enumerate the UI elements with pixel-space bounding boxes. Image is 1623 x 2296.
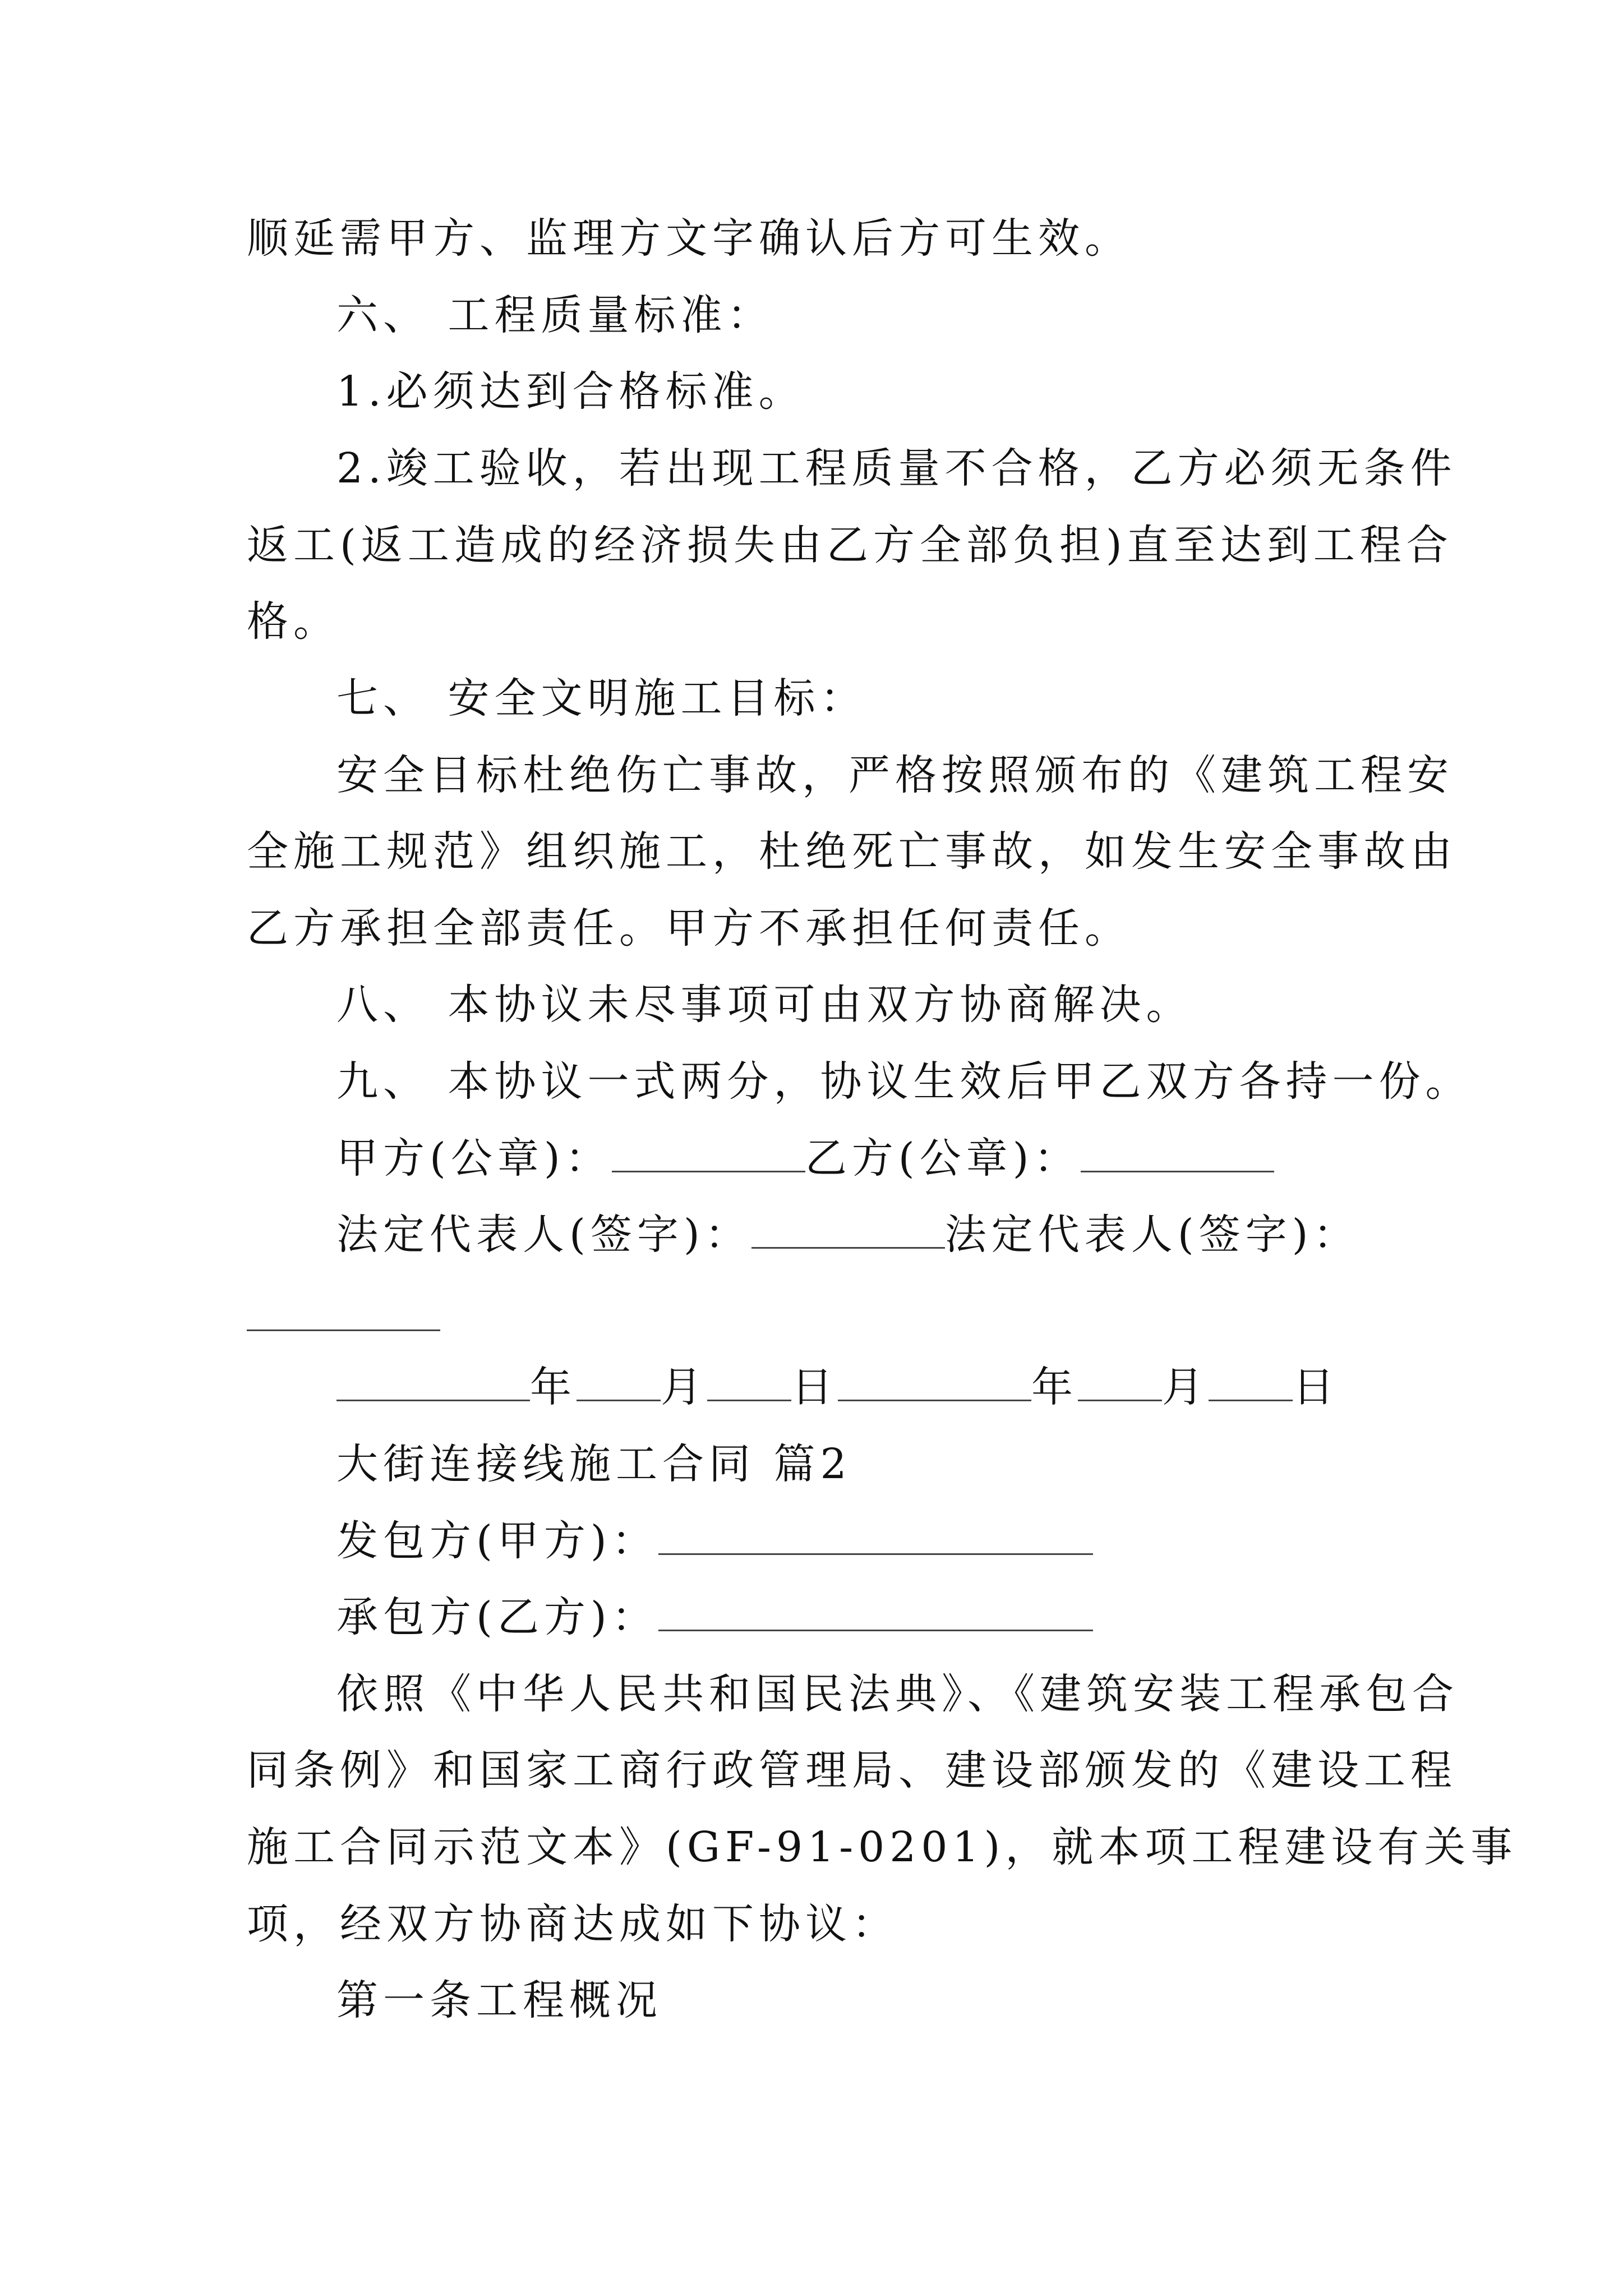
year-label: 年 xyxy=(530,1363,577,1411)
legal-rep-a-label: 法定代表人(签字)： xyxy=(336,1211,751,1259)
section-heading-six: 六、 工程质量标准： xyxy=(336,291,774,339)
legal-rep-line xyxy=(336,1207,1360,1263)
paragraph-line: 同条例》和国家工商行政管理局、建设部颁发的《建设工程 xyxy=(247,1746,1457,1795)
party-a-seal-blank[interactable] xyxy=(612,1137,805,1172)
section-heading-eight: 八、 本协议未尽事项可由双方协商解决。 xyxy=(336,981,1193,1029)
month-b-blank[interactable] xyxy=(1078,1366,1162,1401)
month-label: 月 xyxy=(1162,1363,1209,1411)
paragraph-line: 返工(返工造成的经济损失由乙方全部负担)直至达到工程合 xyxy=(247,521,1453,569)
employer-line xyxy=(336,1513,1093,1569)
paragraph-line: 全施工规范》组织施工，杜绝死亡事故，如发生安全事故由 xyxy=(247,827,1457,876)
year-label: 年 xyxy=(1031,1363,1078,1411)
day-label: 日 xyxy=(1293,1363,1339,1411)
paragraph-line: 施工合同示范文本》(GF-91-0201)，就本项工程建设有关事 xyxy=(247,1823,1518,1871)
day-label: 日 xyxy=(791,1363,838,1411)
contract-2-title: 大街连接线施工合同 篇2 xyxy=(336,1440,852,1488)
month-a-blank[interactable] xyxy=(577,1366,661,1401)
paragraph-line: 项，经双方协商达成如下协议： xyxy=(247,1900,898,1948)
day-a-blank[interactable] xyxy=(707,1366,791,1401)
employer-label: 发包方(甲方)： xyxy=(336,1517,658,1565)
article-heading: 第一条工程概况 xyxy=(336,1976,662,2024)
list-item: 1.必须达到合格标准。 xyxy=(336,367,805,416)
paragraph-line: 格。 xyxy=(247,597,340,646)
year-b-blank[interactable] xyxy=(838,1366,1031,1401)
month-label: 月 xyxy=(661,1363,707,1411)
paragraph-line: 安全目标杜绝伤亡事故，严格按照颁布的《建筑工程安 xyxy=(336,751,1454,799)
employer-blank[interactable] xyxy=(658,1520,1093,1555)
section-heading-seven: 七、 安全文明施工目标： xyxy=(336,674,867,723)
date-line xyxy=(336,1359,1339,1415)
contractor-line xyxy=(336,1589,1093,1645)
legal-rep-a-blank[interactable] xyxy=(751,1213,945,1249)
section-heading-nine: 九、 本协议一式两分，协议生效后甲乙双方各持一份。 xyxy=(336,1057,1472,1106)
party-b-seal-blank[interactable] xyxy=(1081,1137,1274,1172)
paragraph-line: 依照《中华人民共和国民法典》、《建筑安装工程承包合 xyxy=(336,1670,1459,1718)
legal-rep-b-blank[interactable] xyxy=(247,1329,440,1331)
party-a-seal-label: 甲方(公章)： xyxy=(336,1134,612,1182)
seal-line xyxy=(336,1130,1274,1186)
paragraph-line: 顺延需甲方、监理方文字确认后方可生效。 xyxy=(247,214,1131,263)
paragraph-line: 乙方承担全部责任。甲方不承担任何责任。 xyxy=(247,904,1131,953)
contractor-blank[interactable] xyxy=(658,1596,1093,1631)
year-a-blank[interactable] xyxy=(336,1366,530,1401)
list-item: 2.竣工验收，若出现工程质量不合格，乙方必须无条件 xyxy=(336,444,1457,493)
day-b-blank[interactable] xyxy=(1209,1366,1293,1401)
party-b-seal-label: 乙方(公章)： xyxy=(805,1134,1081,1182)
legal-rep-b-label: 法定代表人(签字)： xyxy=(944,1211,1360,1259)
contractor-label: 承包方(乙方)： xyxy=(336,1593,658,1641)
